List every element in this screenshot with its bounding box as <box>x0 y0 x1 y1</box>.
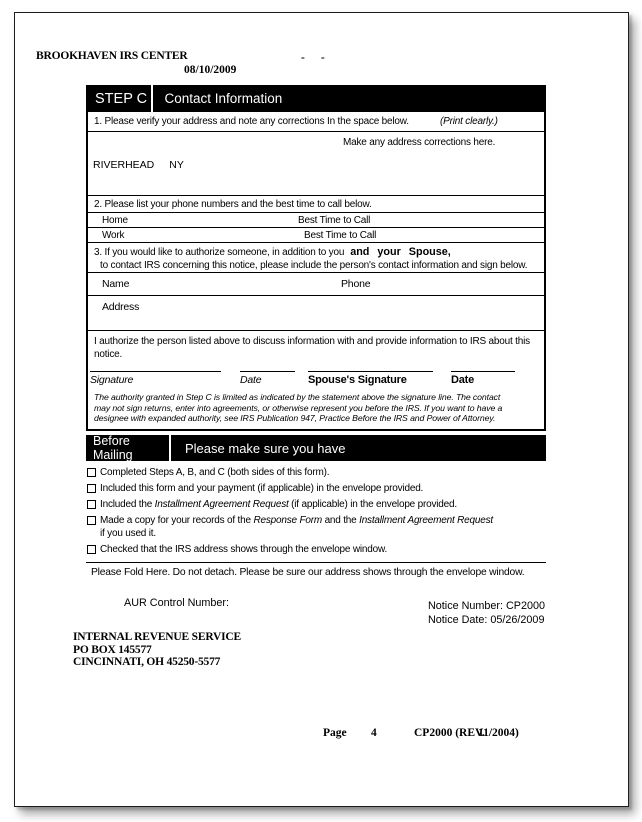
irs-center-name: BROOKHAVEN IRS CENTER <box>36 50 188 62</box>
checklist-item-copy-records <box>86 515 546 539</box>
verify-address-row <box>88 112 544 132</box>
aur-control-number-label: AUR Control Number: <box>124 597 230 609</box>
work-phone-row <box>88 228 544 243</box>
before-mailing-checklist <box>86 467 546 555</box>
authorization-statement: I authorize the person listed above to discuss information with and provide information to IRS about this notice. <box>94 336 530 360</box>
home-best-time-label: Best Time to Call <box>298 215 371 226</box>
checklist-text-segment: Checked that the IRS address shows through the envelope window. <box>100 543 388 555</box>
checklist-text-segment: and the <box>321 515 360 526</box>
checklist-text-segment: Made a copy for your records of the <box>100 515 254 526</box>
contact-name-row <box>88 273 544 296</box>
checklist-item-installment-request <box>86 499 546 511</box>
header-bar-divider <box>169 435 171 461</box>
taxpayer-state: NY <box>169 159 184 171</box>
id-dash: - <box>320 52 325 64</box>
checklist-item-text <box>100 515 493 539</box>
taxpayer-city: RIVERHEAD <box>93 159 155 171</box>
name-field-label: Name <box>102 278 130 290</box>
checklist-item-steps <box>86 467 546 479</box>
notice-date: Notice Date: 05/26/2009 <box>428 613 545 626</box>
response-form-title: Response Form <box>253 515 322 526</box>
checklist-item-text-line2: if you used it. <box>100 527 156 539</box>
signature-line <box>90 371 221 386</box>
checklist-item-envelope-window <box>86 544 546 556</box>
checklist-text-segment: (if applicable) in the envelope provided. <box>288 499 457 510</box>
form-revision-date: 11/2004) <box>478 727 519 739</box>
notice-letter-date: 08/10/2009 <box>184 64 237 76</box>
before-mailing-title: Please make sure you have <box>185 440 346 456</box>
authorize-line1-text: 3. If you would like to authorize someone, in addition to you <box>94 247 345 258</box>
checklist-text-segment: Completed Steps A, B, and C (both sides of this form). <box>100 467 330 478</box>
address-corrections-hint: Make any address corrections here. <box>343 137 496 148</box>
masked-taxpayer-id <box>301 52 325 64</box>
checkbox-icon[interactable] <box>87 545 96 554</box>
address-field-label: Address <box>102 301 140 313</box>
id-dash: - <box>301 52 305 64</box>
spouse-date-line <box>451 371 515 386</box>
signature-row <box>90 371 515 386</box>
home-phone-row <box>88 213 544 228</box>
installment-agreement-request-title: Installment Agreement Request <box>359 515 494 526</box>
authorize-line1 <box>94 246 544 260</box>
page-number: 4 <box>371 727 377 739</box>
date-line <box>240 371 295 386</box>
installment-agreement-request-title: Installment Agreement Request <box>154 499 289 510</box>
before-mailing-header-bar <box>86 435 546 461</box>
spouse-date-label: Date <box>451 374 475 386</box>
print-clearly-note: (Print clearly.) <box>440 116 498 127</box>
return-address-line: INTERNAL REVENUE SERVICE <box>73 631 241 643</box>
return-address-line: PO BOX 145577 <box>73 643 152 656</box>
authorize-line2: to contact IRS concerning this notice, please include the person's contact information and sign below. <box>100 259 528 271</box>
checkbox-icon[interactable] <box>87 468 96 477</box>
phone-numbers-text: 2. Please list your phone numbers and the best time to call below. <box>94 199 372 210</box>
checklist-item-text <box>100 483 423 495</box>
return-address-line: CINCINNATI, OH 45250-5577 <box>73 656 221 668</box>
form-revision-label: CP2000 (REV. <box>414 727 485 739</box>
checklist-text-segment: Included this form and your payment (if applicable) in the envelope provided. <box>100 483 424 494</box>
checklist-item-text <box>100 499 457 511</box>
step-c-header-bar <box>86 85 546 112</box>
authorization-block <box>88 331 544 429</box>
spouse-signature-label: Spouse's Signature <box>308 374 407 386</box>
phone-field-label: Phone <box>341 278 371 290</box>
step-c-label: STEP C <box>95 90 148 107</box>
fold-here-note: Please Fold Here. Do not detach. Please be sure our address shows through the envelope window. <box>91 567 525 578</box>
authorize-someone-row <box>88 243 544 273</box>
step-c-section <box>86 85 546 578</box>
checkbox-icon[interactable] <box>87 500 96 509</box>
step-c-title: Contact Information <box>164 91 283 106</box>
checkbox-icon[interactable] <box>87 516 96 525</box>
authority-fine-print: The authority granted in Step C is limited as indicated by the statement above the signature line. The contact may not sign returns, enter into agreements, or otherwise represent you before the IRS. If you want to have a designee with expanded authority, see IRS Publication 947, Practice Before the IRS and Power of Attorney. <box>94 392 503 423</box>
spouse-signature-line <box>308 371 433 386</box>
checkbox-icon[interactable] <box>87 484 96 493</box>
checklist-item-payment <box>86 483 546 495</box>
phone-numbers-row <box>88 196 544 213</box>
taxpayer-address-line <box>93 159 184 171</box>
before-mailing-label: Before Mailing <box>93 434 133 462</box>
date-label: Date <box>240 374 262 386</box>
irs-return-address <box>73 631 241 669</box>
page-label: Page <box>323 727 347 739</box>
contact-information-box <box>86 112 546 431</box>
header-bar-divider <box>151 85 153 112</box>
notice-number: Notice Number: CP2000 <box>428 600 546 612</box>
fold-divider-line <box>86 562 546 563</box>
document-page <box>14 12 629 807</box>
and-your-spouse-text: and your Spouse, <box>350 246 451 258</box>
notice-info-block <box>428 600 545 627</box>
checklist-item-text <box>100 467 329 479</box>
address-corrections-area <box>88 132 544 196</box>
work-phone-label: Work <box>102 230 125 241</box>
verify-address-text: 1. Please verify your address and note any corrections In the space below. <box>94 116 409 127</box>
signature-label: Signature <box>90 374 134 386</box>
checklist-text-segment: Included the <box>100 499 155 510</box>
contact-address-row <box>88 296 544 331</box>
home-phone-label: Home <box>102 215 128 226</box>
work-best-time-label: Best Time to Call <box>304 230 377 241</box>
checklist-item-text <box>100 544 387 556</box>
